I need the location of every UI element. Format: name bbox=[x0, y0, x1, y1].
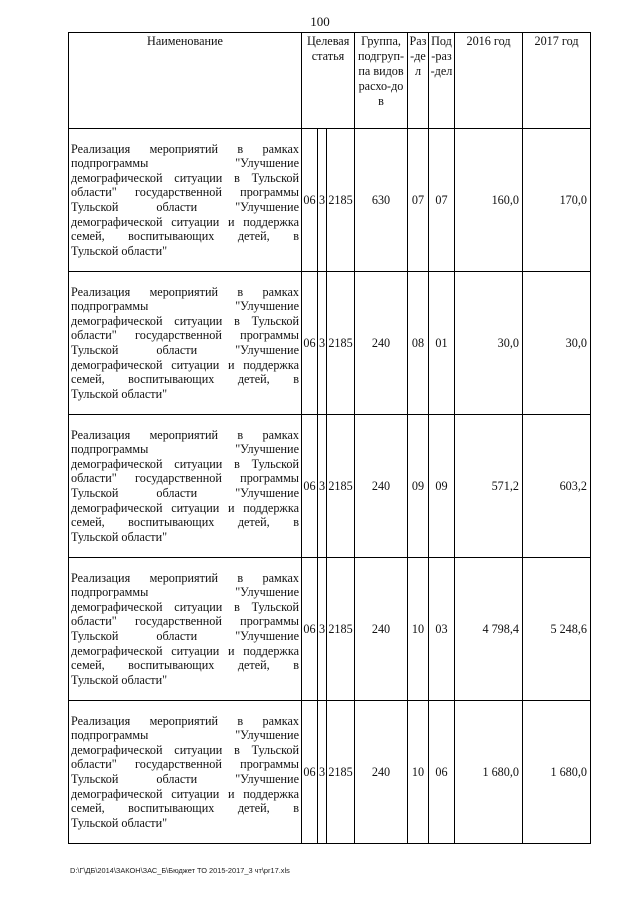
row-amount-2017: 5 248,6 bbox=[523, 558, 591, 701]
header-name: Наименование bbox=[69, 33, 302, 129]
row-name-last-line: Тульской области" bbox=[71, 672, 168, 687]
row-name bbox=[69, 415, 302, 558]
budget-table bbox=[68, 32, 591, 844]
row-target-article-direction: 2185 bbox=[327, 415, 355, 558]
file-path-footer: D:\Г\ДБ\2014\ЗАКОН\ЗАС_Б\Бюджет ТО 2015-2017_3 чт\pr17.xls bbox=[70, 866, 290, 875]
row-section: 09 bbox=[408, 415, 429, 558]
row-name-last-line: Тульской области" bbox=[71, 243, 168, 258]
row-subsection: 07 bbox=[429, 129, 455, 272]
table-row bbox=[69, 129, 591, 272]
table-header-row bbox=[69, 33, 591, 129]
row-name-last-line: Тульской области" bbox=[71, 529, 168, 544]
row-name bbox=[69, 272, 302, 415]
row-subsection: 09 bbox=[429, 415, 455, 558]
header-group: Группа, подгруп-па видов расхо-дов bbox=[355, 33, 408, 129]
row-amount-2016: 4 798,4 bbox=[455, 558, 523, 701]
row-name bbox=[69, 558, 302, 701]
row-target-article-subprogram: 3 bbox=[318, 558, 327, 701]
row-target-article-program: 06 bbox=[302, 415, 318, 558]
row-section: 10 bbox=[408, 701, 429, 844]
row-amount-2017: 1 680,0 bbox=[523, 701, 591, 844]
header-2016: 2016 год bbox=[455, 33, 523, 129]
row-target-article-subprogram: 3 bbox=[318, 272, 327, 415]
row-target-article-direction: 2185 bbox=[327, 701, 355, 844]
row-amount-2017: 170,0 bbox=[523, 129, 591, 272]
table-row bbox=[69, 558, 591, 701]
row-target-article-subprogram: 3 bbox=[318, 415, 327, 558]
row-name-text: Реализация мероприятий в рамках подпрограммы "Улучшение демографической ситуации в Тульской области" государственной программы Тульской области "Улучшение демографической ситуации и поддержка семей, воспитывающих детей, в bbox=[71, 141, 299, 244]
row-amount-2016: 571,2 bbox=[455, 415, 523, 558]
row-group: 240 bbox=[355, 415, 408, 558]
row-name-text: Реализация мероприятий в рамках подпрограммы "Улучшение демографической ситуации в Тульской области" государственной программы Тульской области "Улучшение демографической ситуации и поддержка семей, воспитывающих детей, в bbox=[71, 570, 299, 673]
row-target-article-direction: 2185 bbox=[327, 558, 355, 701]
row-section: 07 bbox=[408, 129, 429, 272]
row-target-article-program: 06 bbox=[302, 272, 318, 415]
table-row bbox=[69, 272, 591, 415]
table-row bbox=[69, 415, 591, 558]
row-section: 10 bbox=[408, 558, 429, 701]
row-subsection: 03 bbox=[429, 558, 455, 701]
row-name-last-line: Тульской области" bbox=[71, 386, 168, 401]
row-amount-2016: 30,0 bbox=[455, 272, 523, 415]
header-subsection: Под-раз-дел bbox=[429, 33, 455, 129]
row-target-article-subprogram: 3 bbox=[318, 701, 327, 844]
row-group: 240 bbox=[355, 558, 408, 701]
page-number: 100 bbox=[310, 14, 330, 29]
row-name bbox=[69, 701, 302, 844]
row-subsection: 01 bbox=[429, 272, 455, 415]
header-section: Раз-дел bbox=[408, 33, 429, 129]
row-target-article-subprogram: 3 bbox=[318, 129, 327, 272]
row-target-article-direction: 2185 bbox=[327, 129, 355, 272]
row-target-article-program: 06 bbox=[302, 558, 318, 701]
row-group: 240 bbox=[355, 272, 408, 415]
row-amount-2016: 1 680,0 bbox=[455, 701, 523, 844]
row-amount-2017: 30,0 bbox=[523, 272, 591, 415]
row-target-article-program: 06 bbox=[302, 129, 318, 272]
header-2017: 2017 год bbox=[523, 33, 591, 129]
row-name-text: Реализация мероприятий в рамках подпрограммы "Улучшение демографической ситуации в Тульской области" государственной программы Тульской области "Улучшение демографической ситуации и поддержка семей, воспитывающих детей, в bbox=[71, 284, 299, 387]
row-name-last-line: Тульской области" bbox=[71, 815, 168, 830]
row-name-text: Реализация мероприятий в рамках подпрограммы "Улучшение демографической ситуации в Тульской области" государственной программы Тульской области "Улучшение демографической ситуации и поддержка семей, воспитывающих детей, в bbox=[71, 713, 299, 816]
row-amount-2017: 603,2 bbox=[523, 415, 591, 558]
row-group: 240 bbox=[355, 701, 408, 844]
row-group: 630 bbox=[355, 129, 408, 272]
header-target-article: Целевая статья bbox=[302, 33, 355, 129]
row-subsection: 06 bbox=[429, 701, 455, 844]
row-section: 08 bbox=[408, 272, 429, 415]
row-amount-2016: 160,0 bbox=[455, 129, 523, 272]
table-row bbox=[69, 701, 591, 844]
row-target-article-direction: 2185 bbox=[327, 272, 355, 415]
row-target-article-program: 06 bbox=[302, 701, 318, 844]
row-name bbox=[69, 129, 302, 272]
row-name-text: Реализация мероприятий в рамках подпрограммы "Улучшение демографической ситуации в Тульской области" государственной программы Тульской области "Улучшение демографической ситуации и поддержка семей, воспитывающих детей, в bbox=[71, 427, 299, 530]
